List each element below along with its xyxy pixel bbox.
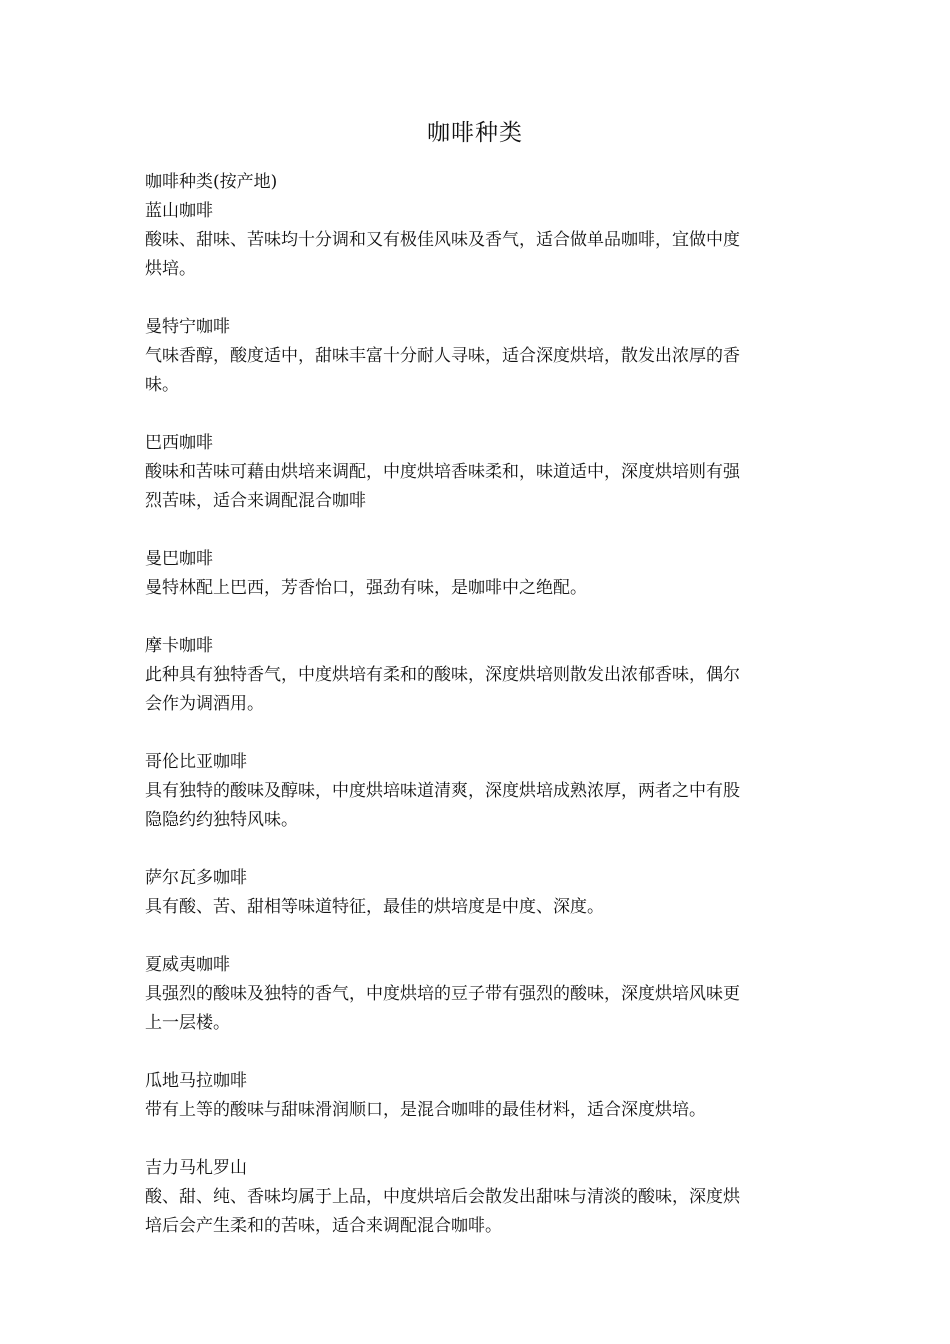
coffee-description-line: 酸味、甜味、苦味均十分调和又有极佳风味及香气，适合做单品咖啡，宜做中度: [145, 230, 740, 250]
coffee-description-line: 会作为调酒用。: [145, 694, 264, 714]
coffee-description-line: 隐隐约约独特风味。: [145, 810, 298, 830]
coffee-description-line: 带有上等的酸味与甜味滑润顺口，是混合咖啡的最佳材料，适合深度烘培。: [145, 1100, 706, 1120]
coffee-entry: [145, 197, 810, 284]
coffee-description-line: 具有酸、苦、甜相等味道特征，最佳的烘培度是中度、深度。: [145, 897, 604, 917]
document-subtitle: 咖啡种类(按产地): [145, 172, 278, 192]
coffee-description-line: 曼特林配上巴西，芳香怡口，强劲有味，是咖啡中之绝配。: [145, 578, 587, 598]
coffee-description-line: 气味香醇，酸度适中，甜味丰富十分耐人寻味，适合深度烘培，散发出浓厚的香: [145, 346, 740, 366]
coffee-description-line: 上一层楼。: [145, 1013, 230, 1033]
coffee-entry: [145, 545, 810, 603]
coffee-entry: [145, 429, 810, 516]
coffee-name: 蓝山咖啡: [145, 201, 213, 221]
coffee-entry: [145, 864, 810, 922]
coffee-name: 曼特宁咖啡: [145, 317, 230, 337]
document-body: [145, 168, 810, 1241]
coffee-name: 哥伦比亚咖啡: [145, 752, 247, 772]
coffee-name: 瓜地马拉咖啡: [145, 1071, 247, 1091]
coffee-entry-list: [145, 197, 810, 1241]
coffee-entry: [145, 1067, 810, 1125]
coffee-entry: [145, 632, 810, 719]
coffee-description-line: 具有独特的酸味及醇味，中度烘培味道清爽，深度烘培成熟浓厚，两者之中有股: [145, 781, 740, 801]
coffee-description-line: 培后会产生柔和的苦味，适合来调配混合咖啡。: [145, 1216, 502, 1236]
coffee-name: 吉力马札罗山: [145, 1158, 247, 1178]
document-title: 咖啡种类: [427, 120, 523, 146]
coffee-entry: [145, 1154, 810, 1241]
coffee-description-line: 烈苦味，适合来调配混合咖啡: [145, 491, 366, 511]
coffee-description-line: 此种具有独特香气，中度烘培有柔和的酸味，深度烘培则散发出浓郁香味，偶尔: [145, 665, 740, 685]
coffee-entry: [145, 748, 810, 835]
coffee-name: 巴西咖啡: [145, 433, 213, 453]
coffee-name: 曼巴咖啡: [145, 549, 213, 569]
coffee-description-line: 酸味和苦味可藉由烘培来调配，中度烘培香味柔和，味道适中，深度烘培则有强: [145, 462, 740, 482]
coffee-description-line: 酸、甜、纯、香味均属于上品，中度烘培后会散发出甜味与清淡的酸味，深度烘: [145, 1187, 740, 1207]
coffee-description-line: 烘培。: [145, 259, 196, 279]
coffee-name: 萨尔瓦多咖啡: [145, 868, 247, 888]
coffee-entry: [145, 951, 810, 1038]
coffee-description-line: 味。: [145, 375, 179, 395]
coffee-name: 摩卡咖啡: [145, 636, 213, 656]
coffee-entry: [145, 313, 810, 400]
coffee-name: 夏威夷咖啡: [145, 955, 230, 975]
coffee-description-line: 具强烈的酸味及独特的香气，中度烘培的豆子带有强烈的酸味，深度烘培风味更: [145, 984, 740, 1004]
